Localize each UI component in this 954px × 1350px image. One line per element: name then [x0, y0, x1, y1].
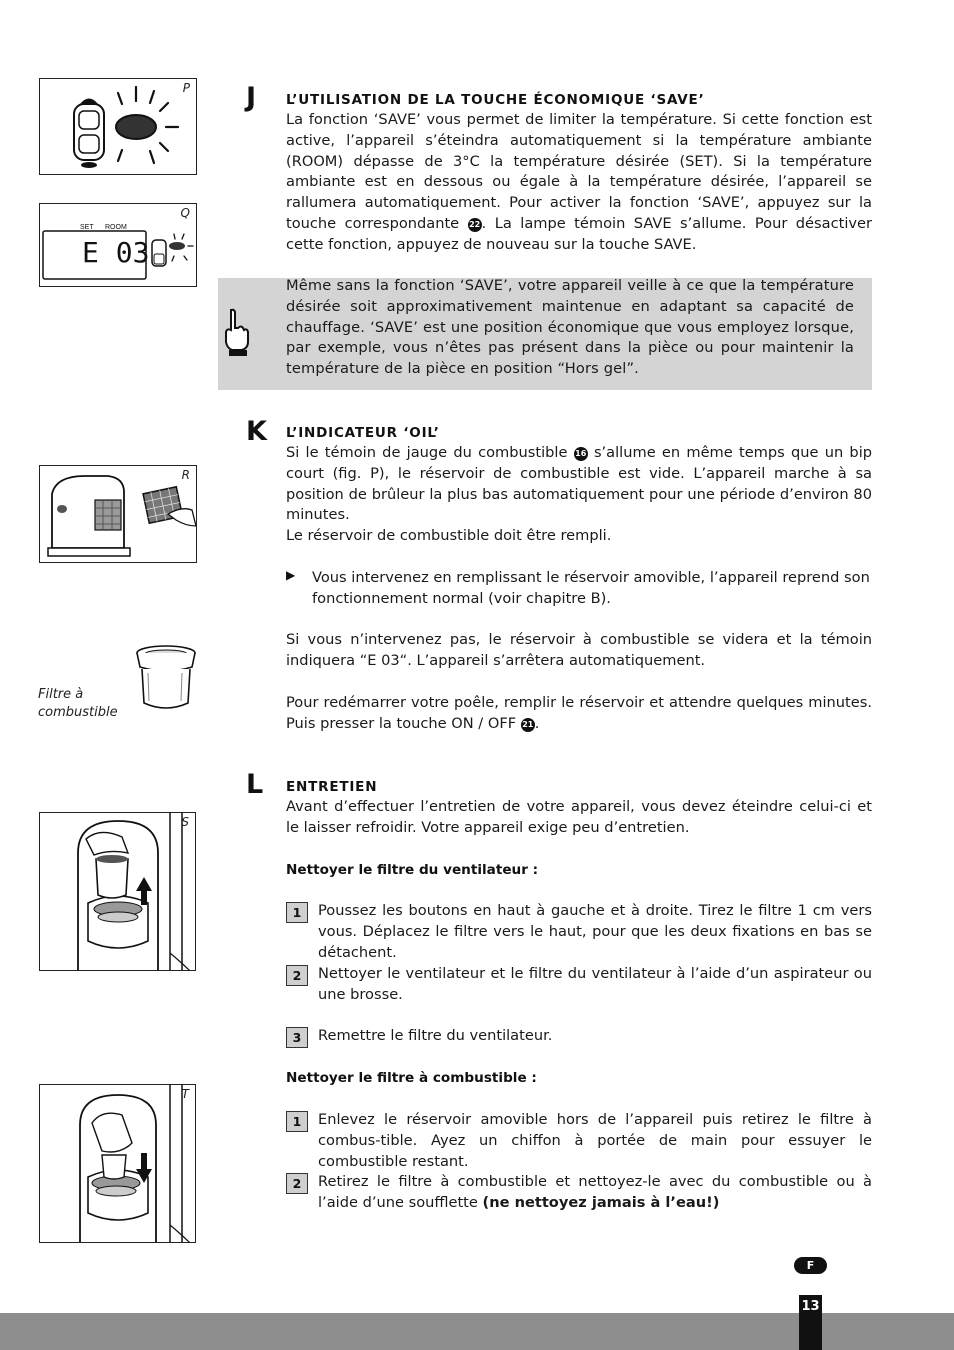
figure-p-label: P [182, 81, 190, 95]
filter-caption-line1: Filtre à [38, 687, 84, 702]
lcd-room-label: ROOM [105, 224, 127, 231]
figure-r [39, 465, 197, 563]
fuel-step-2-number: 2 [286, 1173, 308, 1194]
fan-step-1-text: Poussez les boutons en haut à gauche et à droite. Tirez le filtre 1 cm vers vous. Déplacez le filtre vers le haut, pour que les deux fixations en bas se détachent. [318, 902, 872, 961]
section-k-restart-end: . [534, 714, 540, 732]
fan-step-3-number: 3 [286, 1027, 308, 1048]
filter-removal-illustration [40, 1085, 196, 1243]
filter-caption-line2: combustible [38, 705, 118, 720]
section-l-letter: L [246, 769, 264, 800]
fan-step-2-number: 2 [286, 965, 308, 986]
subheading-fan-filter: Nettoyer le filtre du ventilateur : [286, 862, 539, 878]
ref-22-icon: 22 [468, 218, 482, 232]
section-k-paragraph-2: Le réservoir de combustible doit être rempli. [286, 527, 612, 544]
fan-step-3-text: Remettre le filtre du ventilateur. [318, 1027, 553, 1044]
fan-step-2-text: Nettoyer le ventilateur et le filtre du ventilateur à l’aide d’un aspirateur ou une brosse. [318, 965, 872, 1003]
figure-r-label: R [181, 468, 190, 482]
figure-s-label: S [181, 815, 189, 829]
page-number: 13 [799, 1295, 822, 1350]
section-k-paragraph-1 [286, 443, 872, 526]
section-j-letter: J [246, 82, 257, 113]
lcd-display-illustration [40, 204, 197, 287]
section-k-text-start: Si le témoin de jauge du combustible [286, 444, 568, 461]
filter-caption [38, 686, 118, 722]
save-button-illustration [40, 79, 197, 175]
section-k-title: L’INDICATEUR ‘OIL’ [286, 425, 440, 441]
figure-q-label: Q [180, 206, 190, 220]
figure-q [39, 203, 197, 287]
fuel-step-2-warning: (ne nettoyez jamais à l’eau!) [482, 1193, 720, 1211]
fan-step-1-number: 1 [286, 902, 308, 923]
language-badge: F [794, 1257, 827, 1274]
fuel-step-1-text: Enlevez le réservoir amovible hors de l’appareil puis retirez le filtre à combus-tible. Ayez un chiffon à portée de main pour essuyer le combustible restant. [318, 1111, 872, 1170]
section-j-text-end: . La lampe témoin SAVE s’allume. Pour désactiver cette fonction, appuyez de nouveau sur la touche SAVE. [286, 214, 872, 253]
section-k-bullet: Vous intervenez en remplissant le réservoir amovible, l’appareil reprend son fonctionnement normal (voir chapitre B). [312, 569, 870, 607]
section-k-restart-text: Pour redémarrer votre poêle, remplir le réservoir et attendre quelques minutes. Puis presser la touche ON / OFF [286, 694, 872, 732]
section-j-title: L’UTILISATION DE LA TOUCHE ÉCONOMIQUE ‘SAVE’ [286, 92, 705, 108]
section-l-title: ENTRETIEN [286, 779, 378, 795]
section-k-letter: K [246, 416, 267, 447]
tank-removal-illustration [40, 813, 196, 971]
bullet-arrow-icon: ▶ [286, 568, 296, 582]
ref-16-icon: 16 [574, 447, 588, 461]
section-k-paragraph-3: Si vous n’intervenez pas, le réservoir à combustible se videra et la témoin indiquera “E 03“. L’appareil s’arrêtera automatiquement. [286, 631, 872, 669]
pointing-hand-icon [222, 308, 252, 358]
figure-s [39, 812, 196, 971]
figure-p [39, 78, 197, 175]
ref-21-icon: 21 [521, 718, 535, 732]
note-text: Même sans la fonction ‘SAVE’, votre appareil veille à ce que la température désirée soit approximativement maintenue en adaptant sa capacité de chauffage. ‘SAVE’ est une position économique que vous employez lorsque, par exemple, vous n’êtes pas présent dans la pièce ou pour maintenir la température de la pièce en position “Hors gel”. [286, 277, 854, 378]
heater-filter-illustration [40, 466, 197, 563]
section-j-paragraph [286, 110, 872, 256]
section-l-intro: Avant d’effectuer l’entretien de votre appareil, vous devez éteindre celui-ci et le laisser refroidir. Votre appareil exige peu d’entretien. [286, 798, 872, 836]
section-k-text-end: s’allume en même temps que un bip court (fig. P), le réservoir de combustible est vide. L’appareil marche à sa position de brûleur la plus bas automatiquement pour une période d’environ 80 minutes. [286, 444, 873, 524]
fuel-step-2-text [318, 1172, 872, 1214]
fuel-filter-icon [134, 643, 198, 713]
fuel-step-2-body: Retirez le filtre à combustible et nettoyez-le avec du combustible ou à l’aide d’une soufflette [318, 1173, 872, 1211]
lcd-set-label: SET [80, 224, 94, 231]
section-j-text: La fonction ‘SAVE’ vous permet de limiter la température. Si cette fonction est active, l’appareil s’éteindra automatiquement si la température ambiante (ROOM) dépasse de 3°C la température désirée (SET). Si la température ambiante est en dessous ou égale à la température désirée, l’appareil se rallumera automatiquement. Pour activer la fonction ‘SAVE’, appuyez sur la touche correspondante [286, 111, 872, 232]
subheading-fuel-filter: Nettoyer le filtre à combustible : [286, 1070, 537, 1086]
figure-t-label: T [181, 1087, 189, 1101]
figure-t [39, 1084, 196, 1243]
section-k-paragraph-4 [286, 693, 872, 735]
lcd-error-code: E 03 [82, 236, 150, 269]
fuel-step-1-number: 1 [286, 1111, 308, 1132]
